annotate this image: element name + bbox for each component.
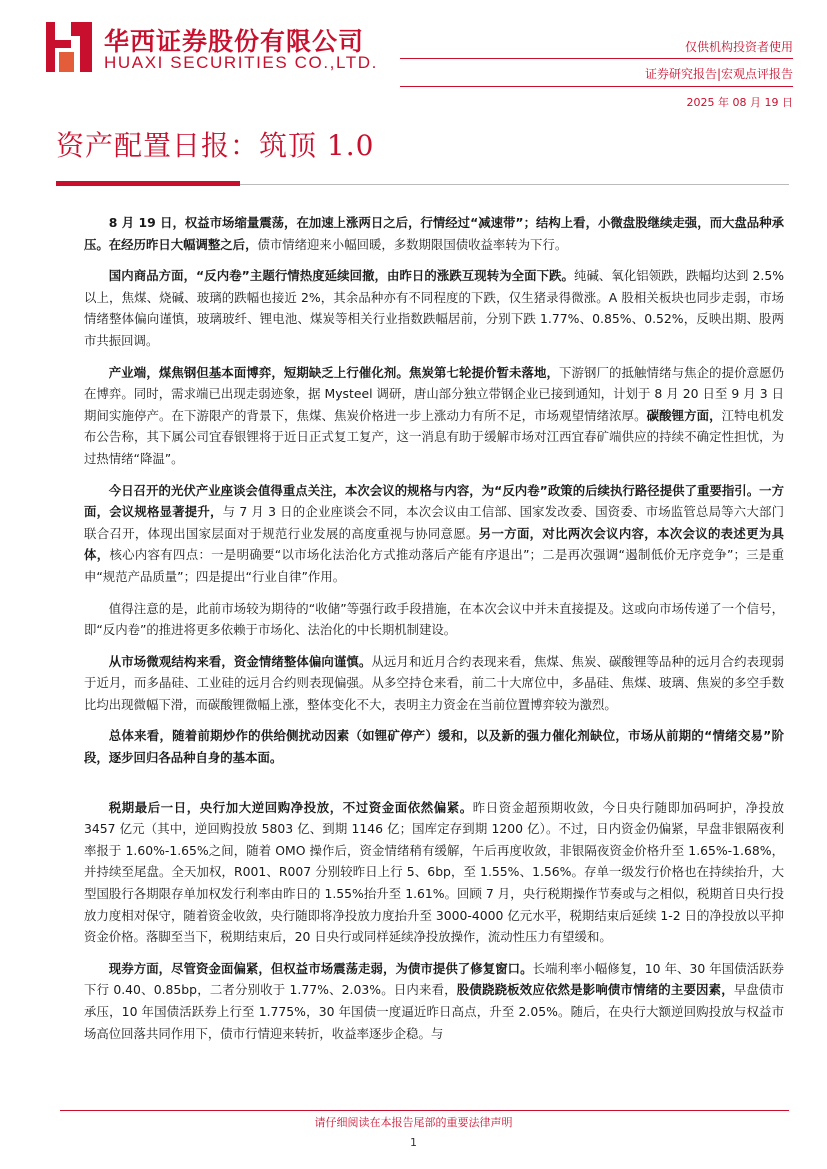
paragraph bbox=[84, 651, 784, 716]
title-accent-bar bbox=[56, 181, 240, 186]
report-body bbox=[84, 212, 784, 1054]
paragraph bbox=[84, 958, 784, 1044]
body-text: 债市情绪迎来小幅回暖，多数期限国债收益率转为下行。 bbox=[257, 236, 568, 252]
legal-notice: 请仔细阅读在本报告尾部的重要法律声明 bbox=[314, 1116, 513, 1129]
paragraph bbox=[84, 480, 784, 588]
company-name-en: HUAXI SECURITIES CO.,LTD. bbox=[104, 53, 378, 72]
body-text: 值得注意的是，此前市场较为期待的“收储”等强行政手段措施，在本次会议中并未直接提及。这或向市场传递了一个信号，即“反内卷”的推进将更多依赖于市场化、法治化的中长期机制建设。 bbox=[84, 600, 784, 638]
body-text: 从远月和近月合约表现来看，焦煤、焦炭、碳酸锂等品种的远月合约表现弱于近月，而多晶硅、工业硅的远月合约则表现偏强。从多空持仓来看，前二十大席位中，多晶硅、焦煤、玻璃、焦炭的多空手数比均出现微幅下滑，而碳酸锂微幅上涨，整体变化不大，表明主力资金在当前位置博弈较为激烈。 bbox=[84, 653, 785, 712]
bold-text: 另一方面，对比两次会议内容，本次会议的表述更为具体， bbox=[84, 525, 785, 563]
page-number: 1 bbox=[410, 1136, 417, 1149]
paragraph bbox=[84, 265, 784, 351]
body-text: 昨日资金超预期收敛，今日央行随即加码呵护，净投放 3457 亿元（其中，逆回购投放 5803 亿、到期 1146 亿；国库定存到期 1200 亿）。不过，日内资金仍偏紧，早盘非银隔夜利率报于 1.60%-1.65%之间，随着 OMO 操作后，资金情绪稍有缓解，午后再度收敛，非银隔夜资金价格升至 1.65%-1.68%，并持续至尾盘。全天加权，R001、R007 分别较昨日上行 5、6bp，至 1.55%、1.56%。存单一级发行价格也在持续抬升，大型国股行各期限存单加权发行利率由昨日的 1.55%抬升至 1.61%。回顾 7 月，央行税期操作节奏或与之相似，税期首日央行投放力度相对保守，随着资金收敛，央行随即将净投放力度抬升至 3000-4000 亿元水平，税期结束后延续 1-2 日的净投放以平抑资金价格。落脚至当下，税期结束后，20 日央行或同样延续净投放操作，流动性压力有望缓和。 bbox=[84, 799, 785, 945]
bold-text: 8 月 19 日，权益市场缩量震荡，在加速上涨两日之后，行情经过“减速带”；结构上看，小微盘股继续走强，而大盘品种承压。在经历昨日大幅调整之后， bbox=[84, 215, 784, 252]
paragraph bbox=[84, 362, 784, 470]
paragraph bbox=[84, 212, 784, 255]
body-text: 江特电机发布公告称，其下属公司宜春银锂将于近日正式复工复产，这一消息有助于缓解市场对江西宜春矿端供应的持续不确定性担忧，为过热情绪“降温”。 bbox=[84, 407, 785, 466]
bold-text: 产业端，煤焦钢但基本面博弈，短期缺乏上行催化剂。焦炭第七轮提价暂未落地， bbox=[108, 364, 560, 380]
bold-text: 国内商品方面，“反内卷”主题行情热度延续回撤，由昨日的涨跌互现转为全面下跌。 bbox=[108, 268, 574, 284]
header-divider bbox=[400, 58, 793, 59]
bold-text: 税期最后一日，央行加大逆回购净投放，不过资金面依然偏紧。 bbox=[108, 799, 473, 815]
bold-text: 股债跷跷板效应依然是影响债市情绪的主要因素， bbox=[456, 982, 734, 998]
bold-text: 碳酸锂方面， bbox=[646, 407, 722, 423]
audience-note: 仅供机构投资者使用 bbox=[684, 40, 793, 54]
bold-text: 现券方面，尽管资金面偏紧，但权益市场震荡走弱，为债市提供了修复窗口。 bbox=[108, 960, 533, 976]
huaxi-logo-icon bbox=[46, 22, 92, 72]
paragraph bbox=[84, 797, 784, 948]
body-text: 与 7 月 3 日的企业座谈会不同，本次会议由工信部、国家发改委、国资委、市场监管总局等六大部门联合召开，体现出国家层面对于规范行业发展的高度重视与协同意愿。 bbox=[84, 504, 784, 541]
footer-divider bbox=[60, 1110, 789, 1111]
bold-text: 从市场微观结构来看，资金情绪整体偏向谨慎。 bbox=[108, 653, 372, 669]
report-date: 2025 年 08 月 19 日 bbox=[686, 96, 793, 109]
paragraph bbox=[84, 725, 784, 768]
body-text: 下游钢厂的抵触情绪与焦企的提价意愿仍在博弈。同时，需求端已出现走弱迹象，据 Mysteel 调研，唐山部分独立带钢企业已接到通知，计划于 8 月 20 日至 9 月 3 日期间实施停产。在下游限产的背景下，焦煤、焦炭价格进一步上涨动力有所不足，市场观望情绪浓厚。 bbox=[84, 364, 785, 423]
bold-text: 总体来看，随着前期炒作的供给侧扰动因素（如锂矿停产）缓和，以及新的强力催化剂缺位，市场从前期的“情绪交易”阶段，逐步回归各品种自身的基本面。 bbox=[84, 728, 784, 766]
bold-text: 今日召开的光伏产业座谈会值得重点关注，本次会议的规格与内容，为“反内卷”政策的后续执行路径提供了重要指引。一方面，会议规格显著提升， bbox=[84, 482, 784, 520]
body-text: 长端利率小幅修复，10 年、30 年国债活跃券下行 0.40、0.85bp，二者分别收于 1.77%、2.03%。日内来看， bbox=[84, 960, 784, 998]
body-text: 早盘债市承压，10 年国债活跃券上行至 1.775%，30 年国债一度逼近昨日高点，升至 2.05%。随后，在央行大额逆回购投放与权益市场高位回落共同作用下，债市行情迎来转折，收益率逐步企稳。与 bbox=[84, 982, 785, 1041]
report-title: 资产配置日报：筑顶 1.0 bbox=[56, 129, 375, 162]
report-type: 证券研究报告|宏观点评报告 bbox=[644, 67, 793, 81]
body-text: 核心内容有四点：一是明确要“以市场化法治化方式推动落后产能有序退出”；二是再次强调“遏制低价无序竞争”；三是重申“规范产品质量”；四是提出“行业自律”作用。 bbox=[84, 547, 784, 584]
company-name-cn: 华西证券股份有限公司 bbox=[104, 27, 365, 56]
body-text: 纯碱、氧化铝领跌，跌幅均达到 2.5%以上，焦煤、烧碱、玻璃的跌幅也接近 2%，其余品种亦有不同程度的下跌，仅生猪录得微涨。A 股相关板块也同步走弱，市场情绪整体偏向谨慎，玻璃玻纤、锂电池、煤炭等相关行业指数跌幅居前，分别下跌 1.77%、0.85%、0.52%，反映出期、股两市共振回调。 bbox=[84, 268, 784, 348]
header-divider bbox=[400, 86, 793, 87]
paragraph bbox=[84, 598, 784, 641]
